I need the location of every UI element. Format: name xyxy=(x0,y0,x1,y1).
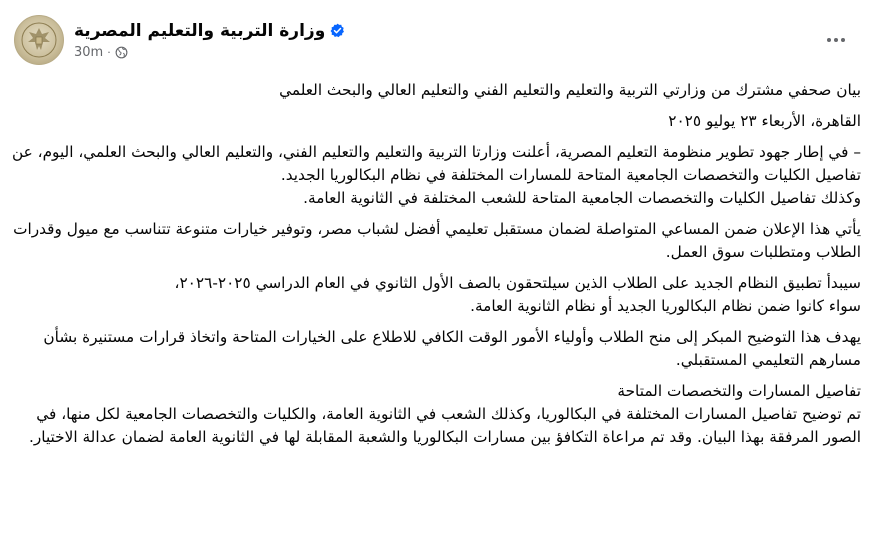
page-avatar[interactable] xyxy=(14,15,64,65)
post-paragraph: يأتي هذا الإعلان ضمن المساعي المتواصلة لضمان مستقبل تعليمي أفضل لشباب مصر، وتوفير خيارات متنوعة تتناسب مع ميول وقدرات الطلاب ومتطلبات سوق العمل. xyxy=(13,220,861,261)
verified-badge-icon xyxy=(330,23,345,38)
post-header xyxy=(14,10,345,70)
post-paragraph: – في إطار جهود تطوير منظومة التعليم المصرية، أعلنت وزارتا التربية والتعليم والتعليم الفني، والتعليم العالي والبحث العلمي، اليوم، عن تفاصيل الكليات والتخصصات الجامعية المتاحة للمسارات المختلفة في نظام البكالوريا الجديد. وكذلك تفاصيل الكليات والتخصصات الجامعية المتاحة للشعب المختلفة في الثانوية العامة. xyxy=(12,143,861,207)
post-body xyxy=(6,79,861,449)
post-meta xyxy=(74,45,345,60)
post-paragraph: تفاصيل المسارات والتخصصات المتاحة تم توضيح تفاصيل المسارات المختلفة في البكالوريا، وكذلك الشعب في الثانوية العامة، والكليات والتخصصات الجامعية لكل منها، في الصور المرفقة بهذا البيان. وقد تم مراعاة التكافؤ بين مسارات البكالوريا والشعبة المقابلة لها في الثانوية العامة لضمان عدالة الاختيار. xyxy=(29,382,861,446)
post-paragraph: بيان صحفي مشترك من وزارتي التربية والتعليم والتعليم الفني والتعليم العالي والبحث العلمي xyxy=(279,81,861,99)
more-options-button[interactable] xyxy=(818,22,854,58)
post-paragraph: يهدف هذا التوضيح المبكر إلى منح الطلاب وأولياء الأمور الوقت الكافي للاطلاع على الخيارات المتاحة واتخاذ قرارات مستنيرة بشأن مسارهم التعليمي المستقبلي. xyxy=(43,328,861,369)
meta-separator: · xyxy=(107,45,111,59)
post-timestamp[interactable]: 30m xyxy=(74,44,104,60)
page-name[interactable]: وزارة التربية والتعليم المصرية xyxy=(74,20,326,41)
globe-icon[interactable] xyxy=(115,46,128,59)
eagle-emblem-icon xyxy=(19,20,59,60)
post-paragraph: القاهرة، الأربعاء ٢٣ يوليو ٢٠٢٥ xyxy=(668,112,861,130)
post-paragraph: سيبدأ تطبيق النظام الجديد على الطلاب الذين سيلتحقون بالصف الأول الثانوي في العام الدراسي ٢٠٢٥-٢٠٢٦، سواء كانوا ضمن نظام البكالوريا الجديد أو نظام الثانوية العامة. xyxy=(174,274,861,315)
page-name-row xyxy=(74,21,345,41)
more-options-icon xyxy=(827,38,845,42)
header-text xyxy=(74,21,345,60)
